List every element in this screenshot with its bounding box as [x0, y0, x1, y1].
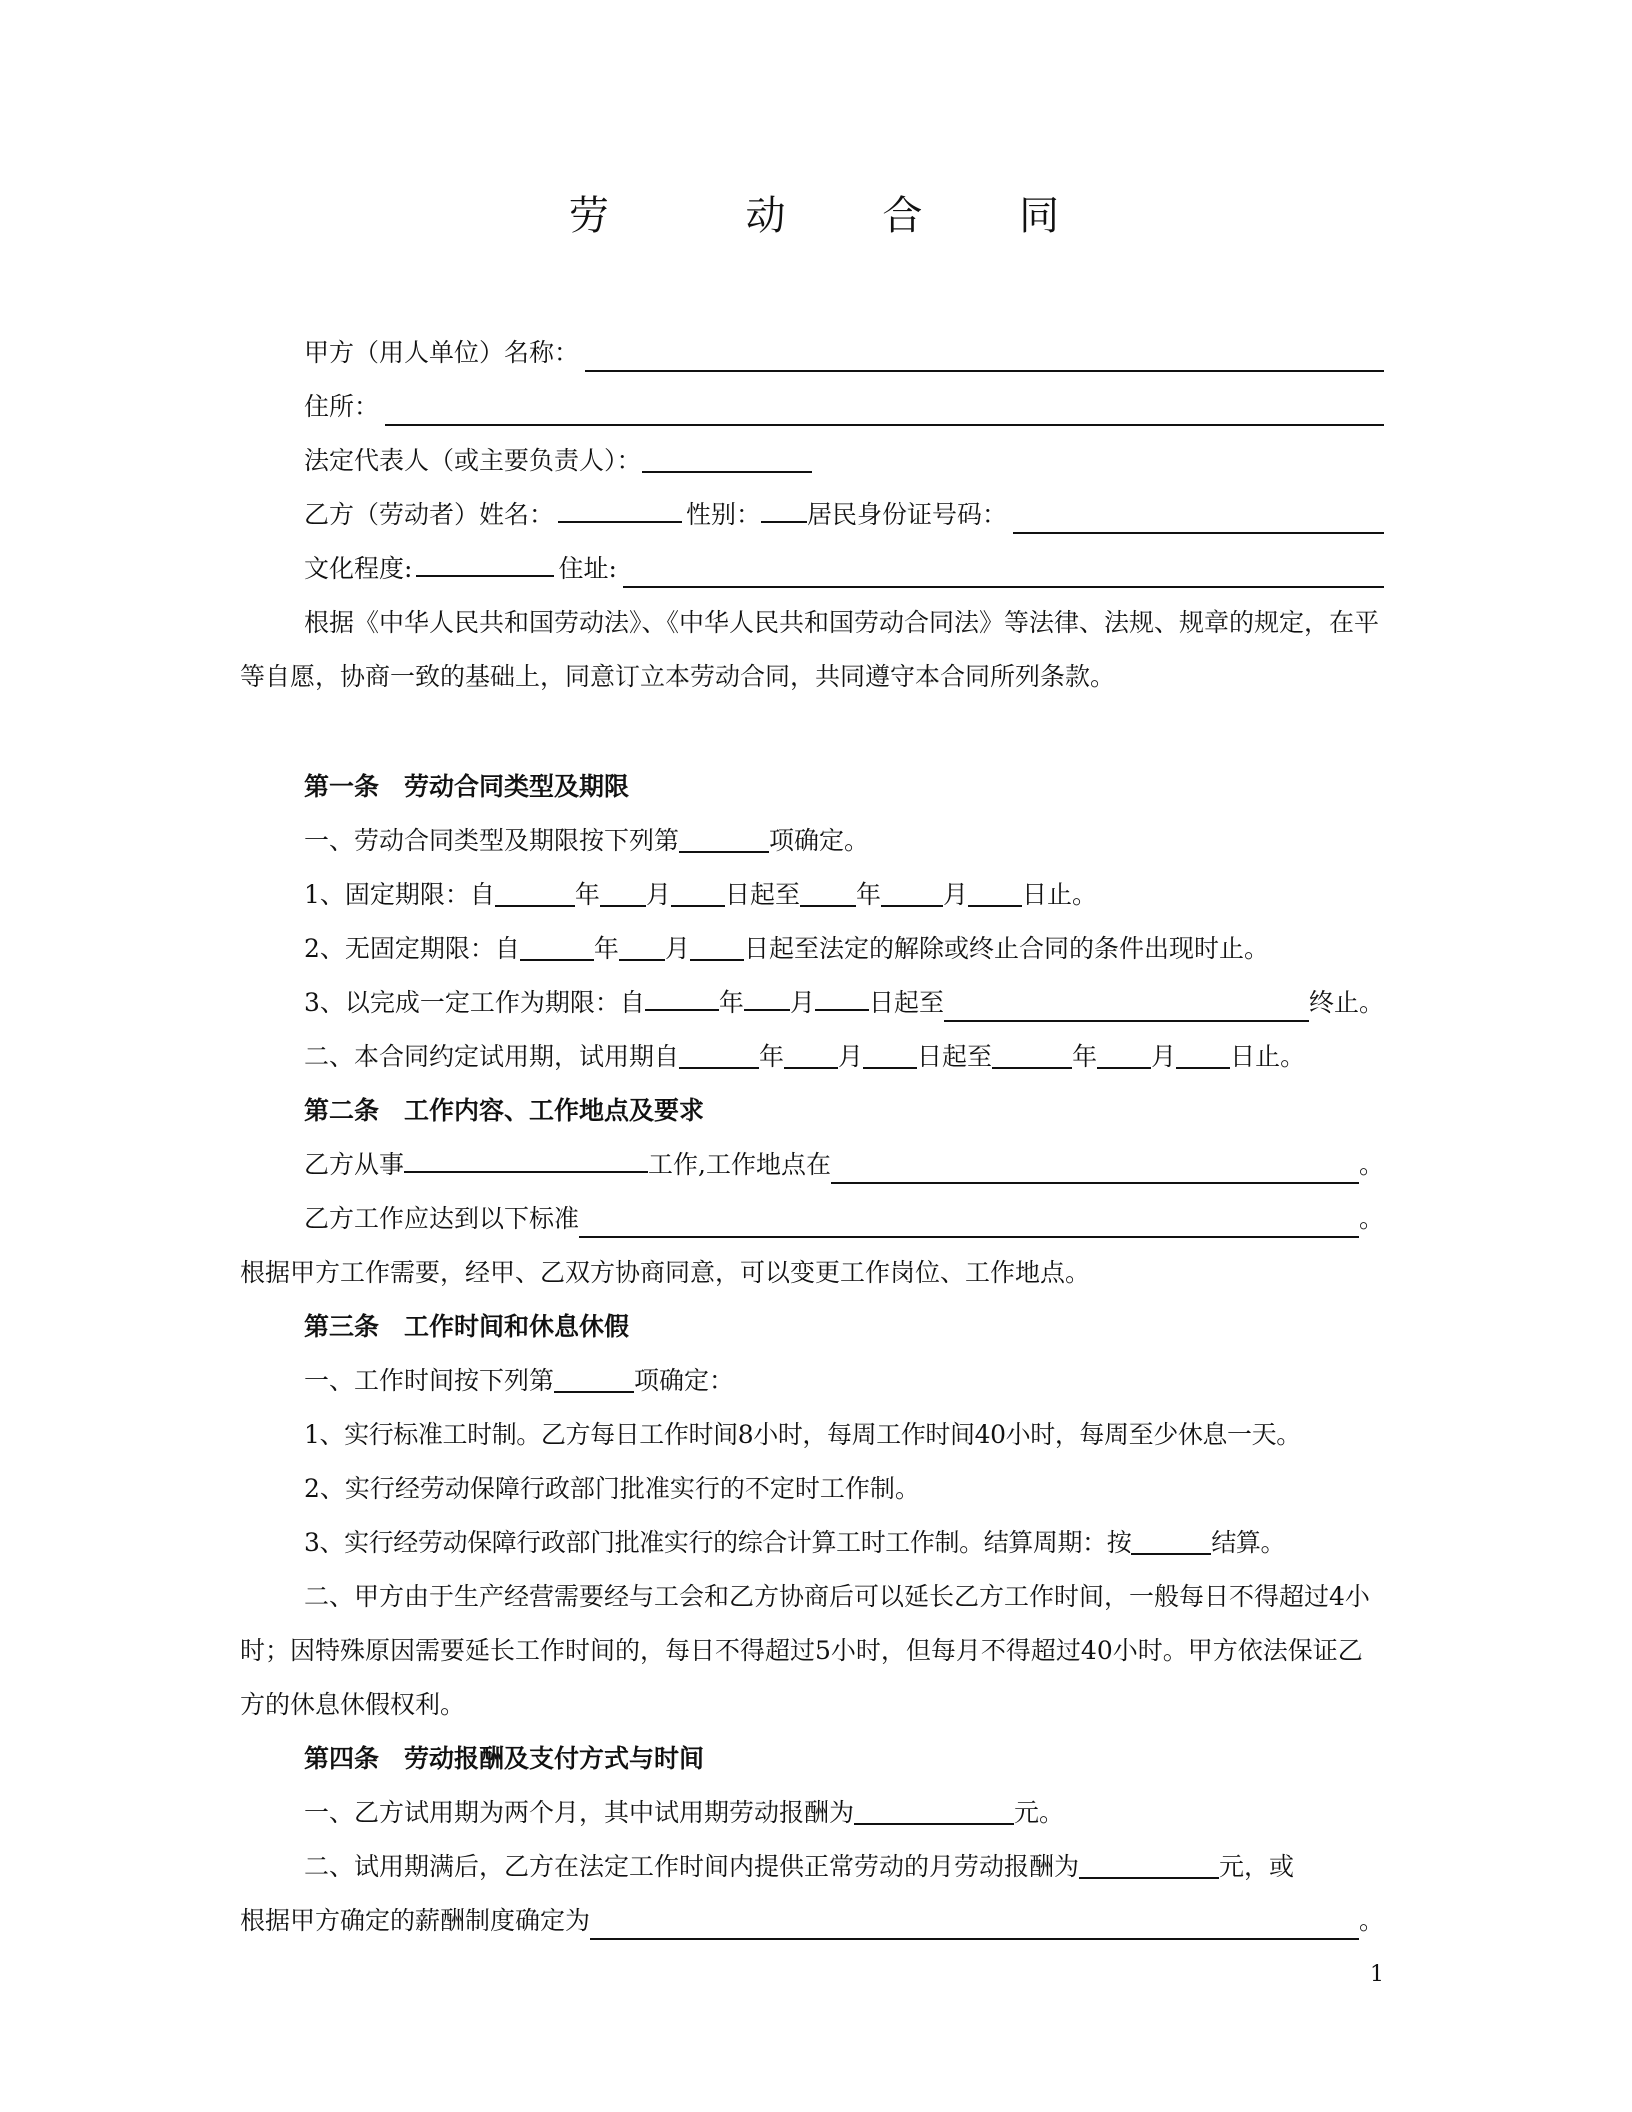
article-1-heading: 第一条 劳动合同类型及期限 — [304, 772, 630, 801]
work-location-blank[interactable] — [831, 1152, 1359, 1184]
gender-blank[interactable] — [761, 491, 807, 523]
address-label: 住所： — [304, 392, 380, 421]
work-hours-suffix: 项确定： — [634, 1366, 735, 1395]
article-4 — [304, 1732, 1384, 1894]
fixed-term-row — [304, 868, 1384, 922]
probation-end-day-blank[interactable] — [1176, 1037, 1230, 1069]
open-term-row — [304, 922, 1384, 976]
header-fields — [304, 326, 1384, 596]
month-label: 月 — [1151, 1042, 1177, 1071]
fixed-end-month-blank[interactable] — [881, 875, 943, 907]
open-term-label: 2、无固定期限：自 — [304, 934, 520, 963]
comprehensive-hours-label: 3、实行经劳动保障行政部门批准实行的综合计算工时工作制。结算周期：按 — [304, 1528, 1132, 1557]
article-1-item-1-text: 一、劳动合同类型及期限按下列第 — [304, 826, 680, 855]
settlement-suffix: 结算。 — [1211, 1528, 1286, 1557]
trial-pay-row — [304, 1786, 1384, 1840]
work-standard-label: 乙方工作应达到以下标准 — [304, 1204, 580, 1233]
year-label: 年 — [759, 1042, 785, 1071]
probation-row — [304, 1030, 1384, 1084]
fixed-end-year-blank[interactable] — [800, 875, 856, 907]
task-start-year-blank[interactable] — [645, 979, 719, 1011]
gender-label: 性别： — [686, 500, 762, 529]
month-label: 月 — [664, 934, 690, 963]
regular-pay-label: 二、试用期满后，乙方在法定工作时间内提供正常劳动的月劳动报酬为 — [304, 1852, 1080, 1881]
salary-system-label: 根据甲方确定的薪酬制度确定为 — [240, 1906, 591, 1935]
article-1-item-1-suffix: 项确定。 — [769, 826, 870, 855]
fixed-end-day-blank[interactable] — [968, 875, 1022, 907]
fixed-start-year-blank[interactable] — [495, 875, 575, 907]
residence-blank[interactable] — [623, 556, 1384, 588]
party-a-name-row — [304, 326, 1384, 380]
comprehensive-hours-option — [304, 1516, 1384, 1570]
party-a-name-label: 甲方（用人单位）名称： — [304, 338, 580, 367]
month-label: 月 — [838, 1042, 864, 1071]
preamble: 根据《中华人民共和国劳动法》、《中华人民共和国劳动合同法》等法律、法规、规章的规定，在平等自愿，协商一致的基础上，同意订立本劳动合同，共同遵守本合同所列条款。 — [240, 608, 1380, 691]
day-from-label: 日起至 — [917, 1042, 993, 1071]
year-label: 年 — [574, 880, 600, 909]
probation-start-month-blank[interactable] — [784, 1037, 838, 1069]
salary-system-blank[interactable] — [590, 1908, 1359, 1940]
article-1-item-1 — [304, 814, 1384, 868]
salary-system-row — [240, 1894, 1384, 1948]
period-mark: 。 — [1358, 1906, 1384, 1935]
legal-rep-label: 法定代表人（或主要负责人）： — [304, 446, 642, 475]
party-b-name-blank[interactable] — [558, 491, 682, 523]
task-start-day-blank[interactable] — [815, 979, 869, 1011]
task-end-blank[interactable] — [944, 990, 1309, 1022]
education-row — [304, 542, 1384, 596]
period-mark: 。 — [1358, 1150, 1384, 1179]
education-label: 文化程度: — [304, 554, 413, 583]
title-char: 动 — [745, 193, 790, 239]
id-number-label: 居民身份证号码： — [807, 500, 1008, 529]
trial-pay-label: 一、乙方试用期为两个月，其中试用期劳动报酬为 — [304, 1798, 855, 1827]
open-start-day-blank[interactable] — [690, 929, 744, 961]
task-end-label: 终止。 — [1308, 988, 1384, 1017]
work-change-text: 根据甲方工作需要，经甲、乙双方协商同意，可以变更工作岗位、工作地点。 — [240, 1258, 1091, 1287]
party-b-row — [304, 488, 1384, 542]
fixed-start-day-blank[interactable] — [671, 875, 725, 907]
article-4-heading: 第四条 劳动报酬及支付方式与时间 — [304, 1744, 705, 1773]
article-2-heading: 第二条 工作内容、工作地点及要求 — [304, 1096, 705, 1125]
regular-pay-row — [304, 1840, 1384, 1894]
address-row — [304, 380, 1384, 434]
open-term-end-text: 日起至法定的解除或终止合同的条件出现时止。 — [743, 934, 1269, 963]
work-content-blank[interactable] — [404, 1141, 648, 1173]
party-a-name-blank[interactable] — [585, 340, 1384, 372]
yuan-suffix: 元。 — [1014, 1798, 1065, 1827]
open-start-month-blank[interactable] — [619, 929, 665, 961]
article-2 — [304, 1084, 1384, 1246]
id-number-blank[interactable] — [1013, 502, 1384, 534]
probation-end-year-blank[interactable] — [992, 1037, 1072, 1069]
article-1 — [304, 760, 1384, 1084]
title-char: 合 — [882, 193, 927, 239]
probation-start-day-blank[interactable] — [863, 1037, 917, 1069]
article-3-heading: 第三条 工作时间和休息休假 — [304, 1312, 630, 1341]
probation-end-month-blank[interactable] — [1097, 1037, 1151, 1069]
title-char: 劳 — [568, 193, 613, 239]
trial-pay-blank[interactable] — [854, 1793, 1014, 1825]
work-content-row — [304, 1138, 1384, 1192]
month-label: 月 — [645, 880, 671, 909]
work-hours-item — [304, 1354, 1384, 1408]
year-label: 年 — [718, 988, 744, 1017]
work-hours-label: 一、工作时间按下列第 — [304, 1366, 555, 1395]
education-blank[interactable] — [416, 545, 554, 577]
fixed-start-month-blank[interactable] — [600, 875, 646, 907]
flexible-hours-option: 2、实行经劳动保障行政部门批准实行的不定时工作制。 — [304, 1474, 920, 1503]
regular-pay-suffix: 元，或 — [1219, 1852, 1295, 1881]
address-blank[interactable] — [385, 394, 1384, 426]
document-title — [0, 184, 1632, 241]
legal-rep-row — [304, 434, 1384, 488]
day-from-label: 日起至 — [724, 880, 800, 909]
year-label: 年 — [1072, 1042, 1098, 1071]
work-standard-blank[interactable] — [579, 1206, 1359, 1238]
work-location-label: 工作,工作地点在 — [648, 1150, 831, 1179]
legal-rep-blank[interactable] — [642, 441, 812, 473]
work-hours-option-blank[interactable] — [554, 1361, 634, 1393]
open-start-year-blank[interactable] — [520, 929, 594, 961]
standard-hours-option: 1、实行标准工时制。乙方每日工作时间8小时，每周工作时间40小时，每周至少休息一天。 — [304, 1420, 1301, 1449]
day-end-label: 日止。 — [1022, 880, 1098, 909]
title-char: 同 — [1019, 193, 1064, 239]
task-start-month-blank[interactable] — [744, 979, 790, 1011]
residence-label: 住址: — [558, 554, 617, 583]
year-label: 年 — [855, 880, 881, 909]
work-standard-row — [304, 1192, 1384, 1246]
probation-label: 二、本合同约定试用期，试用期自 — [304, 1042, 680, 1071]
work-content-label: 乙方从事 — [304, 1150, 405, 1179]
fixed-term-label: 1、固定期限：自 — [304, 880, 495, 909]
month-label: 月 — [789, 988, 815, 1017]
settlement-period-blank[interactable] — [1131, 1523, 1211, 1555]
task-term-label: 3、以完成一定工作为期限：自 — [304, 988, 645, 1017]
day-from-label: 日起至 — [868, 988, 944, 1017]
probation-start-year-blank[interactable] — [679, 1037, 759, 1069]
party-b-name-label: 乙方（劳动者）姓名： — [304, 500, 555, 529]
contract-type-blank[interactable] — [679, 821, 769, 853]
task-term-row — [304, 976, 1384, 1030]
month-label: 月 — [942, 880, 968, 909]
regular-pay-blank[interactable] — [1079, 1847, 1219, 1879]
year-label: 年 — [593, 934, 619, 963]
period-mark: 。 — [1358, 1204, 1384, 1233]
overtime-clause: 二、甲方由于生产经营需要经与工会和乙方协商后可以延长乙方工作时间，一般每日不得超过4小时；因特殊原因需要延长工作时间的，每日不得超过5小时，但每月不得超过40小时。甲方依法保证乙方的休息休假权利。 — [240, 1582, 1370, 1719]
article-3 — [304, 1300, 1384, 1570]
page-number: 1 — [1370, 1962, 1384, 1987]
day-end-label: 日止。 — [1230, 1042, 1306, 1071]
